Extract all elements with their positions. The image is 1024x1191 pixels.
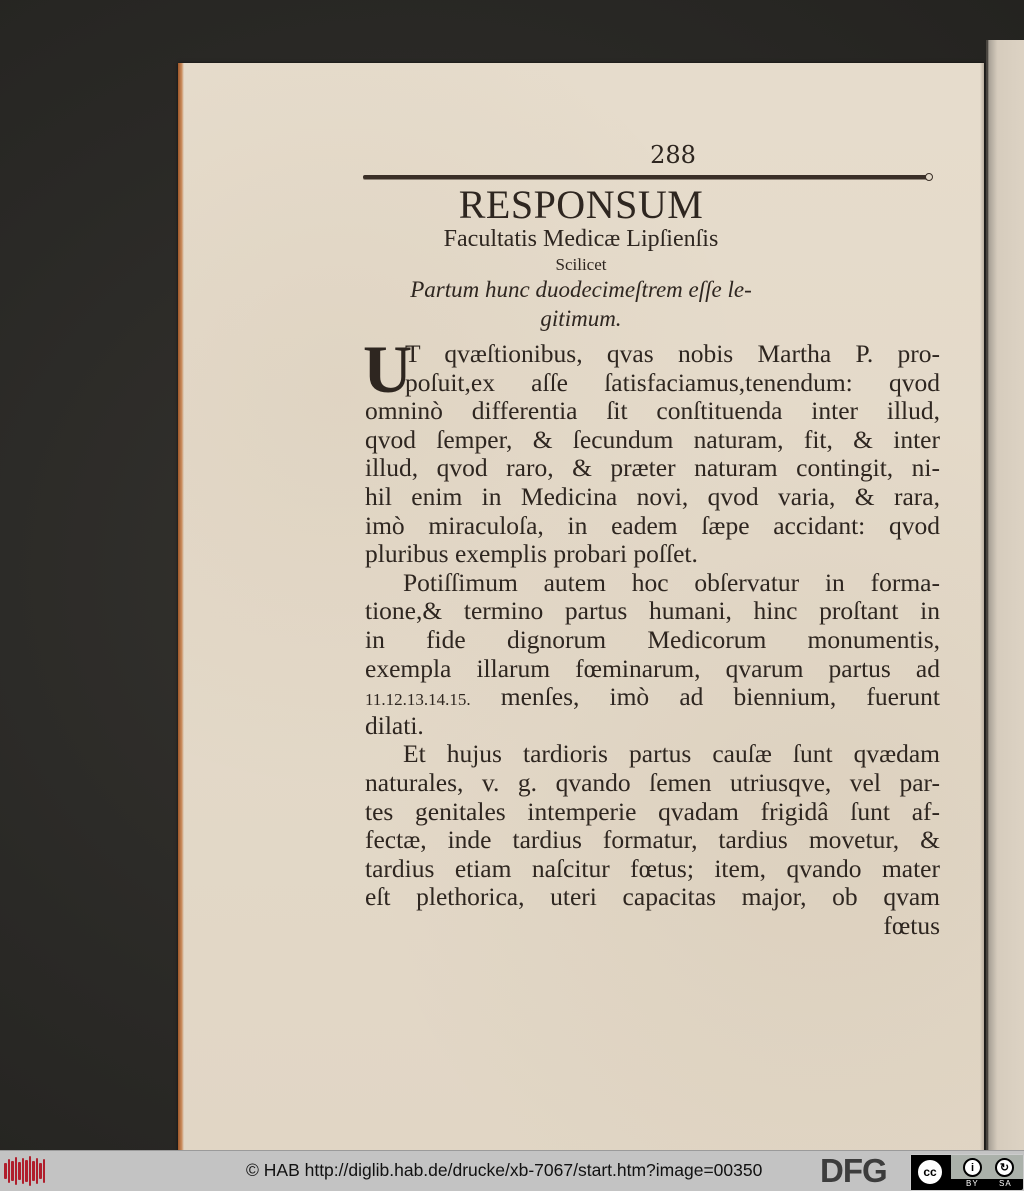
sa-label: SA: [999, 1179, 1012, 1188]
scilicet-line: Scilicet: [555, 255, 607, 274]
text-line: tione,& termino partus humani, hinc proſtant in: [365, 596, 940, 626]
italic-heading-line: Partum hunc duodecimeſtrem eſſe le-: [410, 277, 752, 302]
text-line: omninò differentia ſit conſtituenda inter illud,: [365, 396, 940, 426]
cc-by-sa-license-badge[interactable]: [910, 1154, 1024, 1191]
copyright-url-link[interactable]: © HAB http://diglib.hab.de/drucke/xb-7067/start.htm?image=00350: [246, 1160, 763, 1180]
text-line: T qvæſtionibus, qvas nobis Martha P. pro-: [405, 339, 940, 368]
text-line: Et hujus tardioris partus cauſæ ſunt qvædam: [403, 739, 940, 769]
text-line-with-numbers: [365, 683, 940, 712]
text-line: hil enim in Medicina novi, qvod varia, & rara,: [365, 481, 940, 511]
by-label: BY: [966, 1179, 979, 1188]
text-line: illud, qvod raro, & præter naturam contingit, ni-: [365, 453, 940, 483]
text-line: pluribus exemplis probari poſſet.: [365, 539, 698, 569]
text-line: naturales, v. g. qvando ſemen utriusqve, vel par-: [365, 767, 940, 797]
text-line: tes genitales intemperie qvadam frigidâ ſunt af-: [365, 796, 940, 826]
text-fragment: menſes, imò ad biennium, fuerunt: [500, 682, 940, 712]
cc-icon: cc: [916, 1158, 944, 1186]
facing-page-edge: [986, 40, 1024, 1150]
text-line: tardius etiam naſcitur fœtus; item, qvando mater: [365, 853, 940, 883]
text-line: qvod ſemper, & ſecundum naturam, fit, & inter: [365, 424, 940, 454]
page-title: RESPONSUM: [458, 182, 704, 227]
italic-heading-line: gitimum.: [540, 306, 622, 331]
page-subtitle: Facultatis Medicæ Lipſienſis: [443, 226, 719, 252]
header-rule: [363, 175, 928, 179]
body-text: [363, 331, 940, 940]
text-line: exempla illarum fœminarum, qvarum partus ad: [365, 653, 940, 683]
text-line: dilati.: [365, 710, 424, 740]
text-line: poſuit,ex aſſe ſatisfaciamus,tenendum: qvod: [405, 367, 940, 397]
text-line: in fide dignorum Medicorum monumentis,: [365, 624, 940, 654]
text-line: imò miraculoſa, in eadem ſæpe accidant: qvod: [365, 510, 940, 540]
page-number: 288: [650, 141, 696, 169]
hab-logo-icon[interactable]: [4, 1156, 48, 1186]
book-page: [178, 63, 984, 1158]
text-line: Potiſſimum autem hoc obſervatur in forma-: [403, 567, 940, 597]
drop-cap: U: [363, 331, 413, 407]
text-line: eſt plethorica, uteri capacitas major, ob qvam: [365, 882, 940, 912]
dfg-logo[interactable]: DFG: [820, 1152, 887, 1189]
by-attribution-icon: i: [963, 1158, 982, 1177]
month-numbers: 11.12.13.14.15.: [365, 690, 471, 710]
footer-bar: [0, 1150, 1024, 1191]
catchword: fœtus: [883, 910, 940, 940]
text-line: fectæ, inde tardius formatur, tardius movetur, &: [365, 825, 940, 855]
share-alike-icon: ↻: [995, 1158, 1014, 1177]
